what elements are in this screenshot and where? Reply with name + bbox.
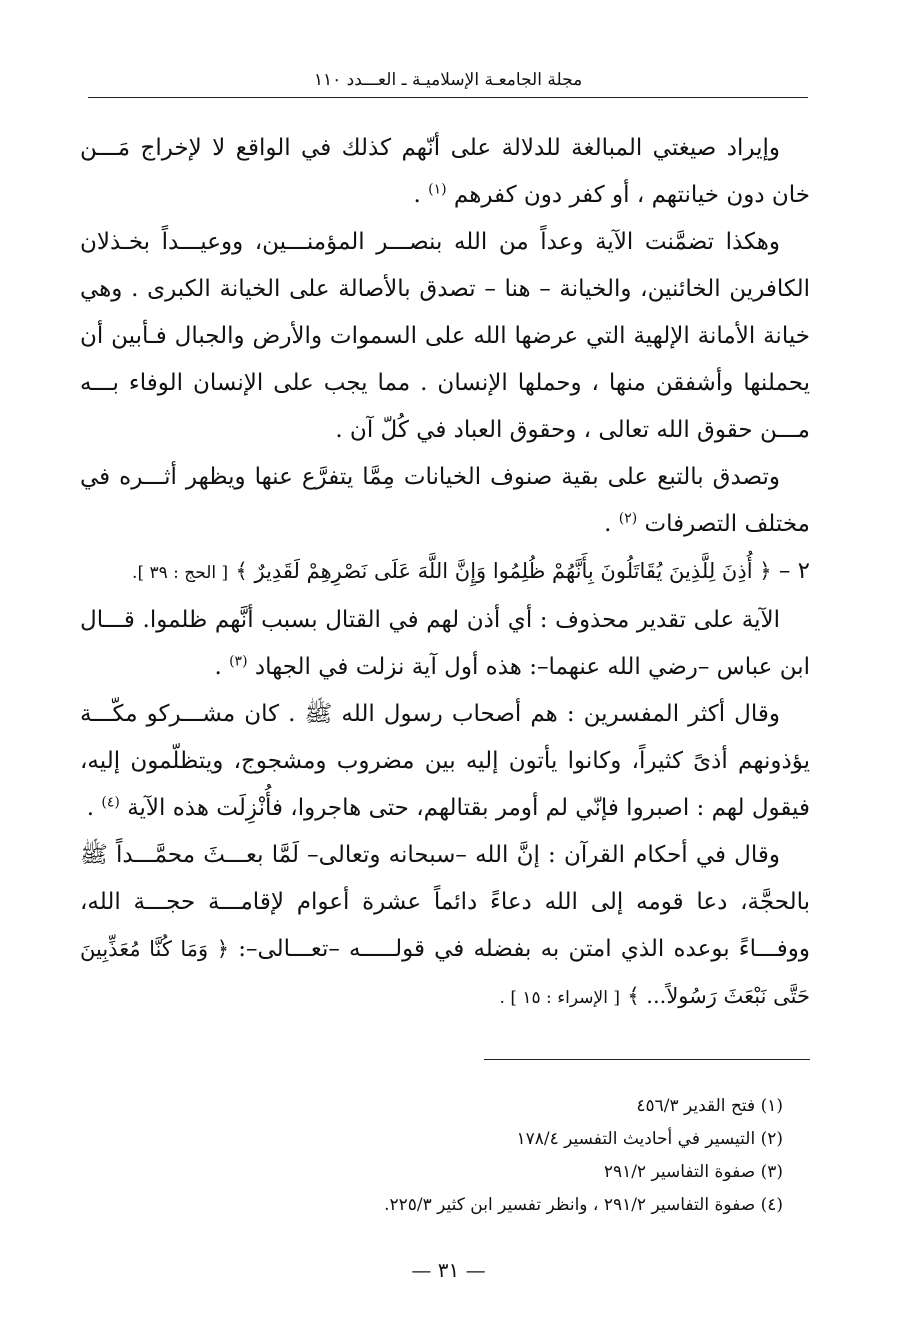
paragraph-6-citation: [ الإسراء : ١٥ ] . (499, 988, 620, 1008)
footnote-ref-4[interactable]: (٤) (101, 794, 120, 811)
paragraph-3 (80, 454, 810, 548)
paragraph-4 (80, 597, 810, 691)
paragraph-6-verse: ﴿ وَمَا كُنَّا مُعَذِّبِينَ حَتَّى نَبْعَثَ رَسُولاً... ﴾ (80, 937, 810, 1008)
paragraph-5-text: وقال أكثر المفسرين : هم أصحاب رسول الله ﷺ . كان مشـــركو مكّـــة يؤذونهم أذىً كثيراً، وكانوا يأتون إليه بين مضروب ومشجوج، ويتظلّمون إليه، فيقول لهم : اصبروا فإنّي لم أومر بقتالهم، حتى هاجروا، فأُنْزِلَت هذه الآية (80, 701, 810, 821)
footnotes (80, 1090, 783, 1222)
body-text (80, 125, 810, 1022)
item-number: ٢ – (778, 558, 810, 584)
footnote-4: (٤) صفوة التفاسير ٢٩١/٢ ، وانظر تفسير ابن كثير ٢٢٥/٣. (384, 1195, 783, 1215)
header-rule (88, 97, 808, 98)
verse-citation: [ الحج : ٣٩ ]. (132, 563, 229, 583)
quran-verse: ﴿ أُذِنَ لِلَّذِينَ يُقَاتَلُونَ بِأَنَّهُمْ ظُلِمُوا وَإِنَّ اللَّهَ عَلَى نَصْرِهِمْ لَقَدِيرٌ ﴾ (235, 559, 772, 583)
verse-item (80, 548, 810, 597)
running-header: مجلة الجامعـة الإسلاميـة ـ العـــدد ١١٠ (313, 70, 583, 90)
paragraph-5 (80, 691, 810, 832)
paragraph-4-end: . (214, 654, 222, 680)
page-number: — ٣١ — (411, 1258, 486, 1282)
paragraph-5-end: . (86, 795, 95, 821)
paragraph-2: وهكذا تضمَّنت الآية وعداً من الله بنصـــر المؤمنـــين، ووعيـــداً بخـذلان الكافرين الخائنين، والخيانة – هنا – تصدق بالأصالة على الخيانة الكبرى . وهي خيانة الأمانة الإلهية التي عرضها الله على السموات والأرض والجبال فـأبين أن يحملنها وأشفقن منها ، وحملها الإنسان . مما يجب على الإنسان الوفاء بـــه مـــن حقوق الله تعالى ، وحقوق العباد في كُلّ آن . (80, 229, 810, 443)
footnote-ref-3[interactable]: (٣) (229, 653, 248, 670)
paragraph-3-text: وتصدق بالتبع على بقية صنوف الخيانات مِمَّا يتفرَّع عنها ويظهر أثـــره في مختلف التصرفات (80, 464, 810, 537)
footnote-ref-1[interactable]: (١) (428, 181, 447, 198)
footnote-1: (١) فتح القدير ٤٥٦/٣ (636, 1096, 783, 1116)
footnote-ref-2[interactable]: (٢) (618, 510, 638, 527)
paragraph-1-end: . (413, 182, 421, 208)
footnote-2: (٢) التيسير في أحاديث التفسير ١٧٨/٤ (516, 1129, 783, 1149)
footnote-3: (٣) صفوة التفاسير ٢٩١/٢ (603, 1162, 783, 1182)
paragraph-3-end: . (604, 511, 612, 537)
paragraph-1 (80, 125, 810, 219)
paragraph-6-text: وقال في أحكام القرآن : إنَّ الله –سبحانه وتعالى– لَمَّا بعـــثَ محمَّـــداً ﷺ بالحجَّة، دعا قومه إلى الله دعاءً دائماً عشرة أعوام لإقامـــة حجـــة الله، ووفـــاءً بوعده الذي امتن به بفضله في قولـــــه –تعـــالى–: (80, 842, 811, 962)
footnote-separator (484, 1059, 810, 1060)
paragraph-6 (80, 832, 810, 1022)
paragraph-1-text: وإيراد صيغتي المبالغة للدلالة على أنّهم كذلك في الواقع لا لإخراج مَـــن خان دون خيانتهم ، أو كفر دون كفرهم (80, 135, 810, 208)
paragraph-4-text: الآية على تقدير محذوف : أي أذن لهم في القتال بسبب أنَّهم ظلموا. قـــال ابن عباس –رضي الله عنهما–: هذه أول آية نزلت في الجهاد (80, 607, 810, 680)
